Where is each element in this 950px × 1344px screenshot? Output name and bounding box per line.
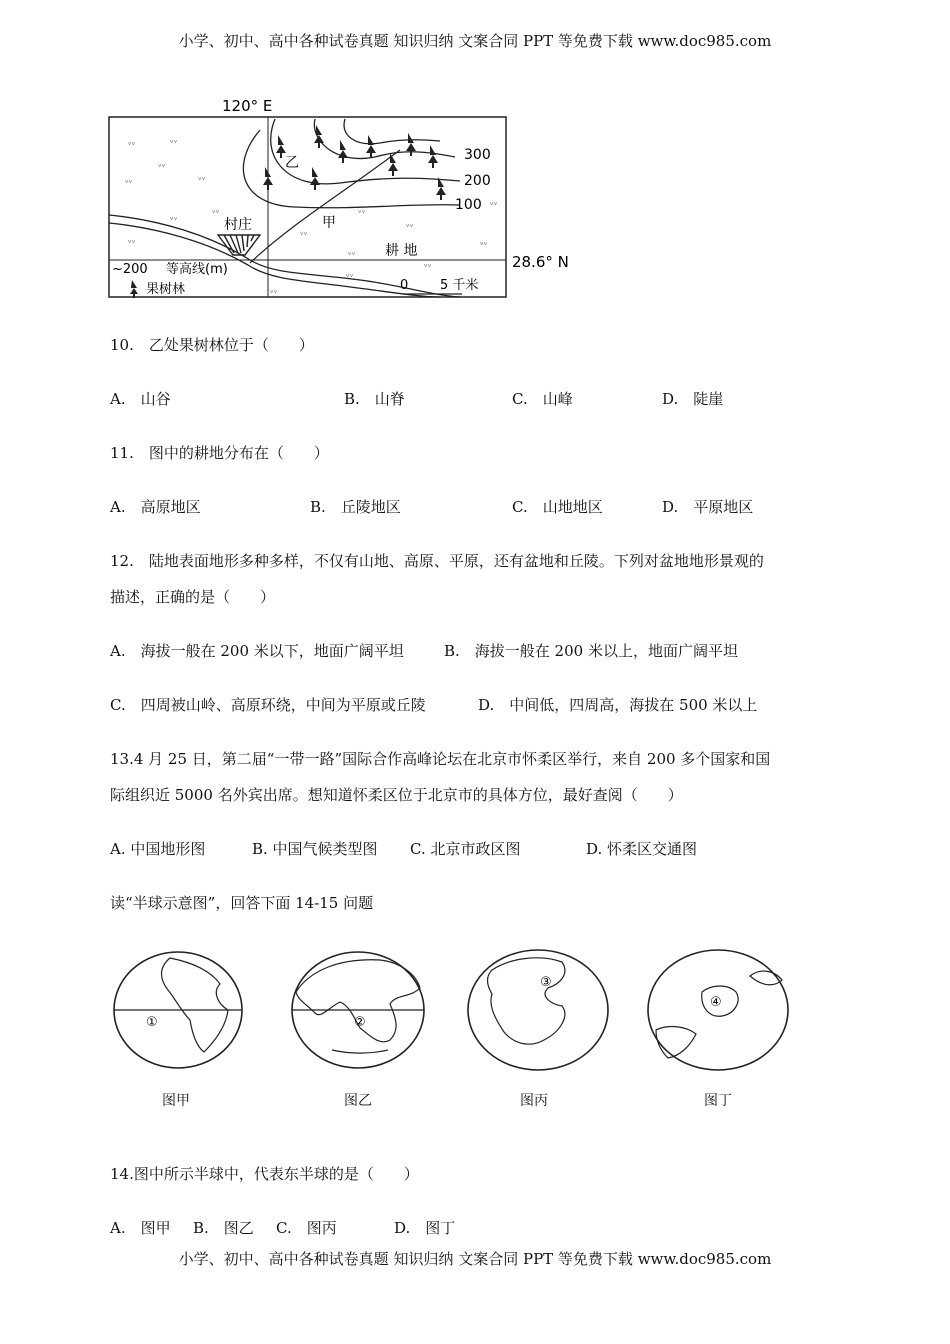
label-yi: 乙	[285, 155, 299, 171]
caption-bing: 图丙	[520, 1093, 548, 1109]
legend-contour-value: ~200	[112, 262, 148, 277]
page-footer: 小学、初中、高中各种试卷真题 知识归纳 文案合同 PPT 等免费下载 www.doc985.com	[178, 1250, 772, 1268]
marker-1: ①	[146, 1015, 158, 1030]
q13-option-a: A. 中国地形图	[110, 840, 206, 858]
q14-option-c: C. 图丙	[276, 1219, 337, 1237]
q12-option-a: A. 海拔一般在 200 米以下，地面广阔平坦	[110, 642, 404, 660]
globe-bing	[468, 950, 608, 1070]
q13-option-b: B. 中国气候类型图	[252, 840, 378, 858]
marker-3: ③	[540, 975, 552, 990]
svg-text:ᵥᵥ: ᵥᵥ	[406, 220, 414, 230]
scale-zero: 0	[400, 278, 409, 293]
legend-orchard-label: 果树林	[146, 282, 186, 297]
svg-text:ᵥᵥ: ᵥᵥ	[170, 213, 178, 223]
q11-option-b: B. 丘陵地区	[310, 498, 401, 516]
q10-option-d: D. 陡崖	[662, 390, 724, 408]
contour-label-100: 100	[455, 197, 482, 213]
longitude-label: 120° E	[222, 97, 273, 115]
q14-option-a: A. 图甲	[110, 1219, 171, 1237]
q12-stem-line1: 12. 陆地表面地形多种多样，不仅有山地、高原、平原，还有盆地和丘陵。下列对盆地地形景观的	[110, 552, 764, 570]
contour-label-200: 200	[464, 173, 491, 189]
q13-stem-line2: 际组织近 5000 名外宾出席。想知道怀柔区位于北京市的具体方位，最好查阅（ ）	[110, 786, 683, 804]
contour-label-300: 300	[464, 147, 491, 163]
q11-option-d: D. 平原地区	[662, 498, 754, 516]
caption-yi: 图乙	[344, 1093, 372, 1109]
q14-option-d: D. 图丁	[394, 1219, 456, 1237]
svg-text:ᵥᵥ: ᵥᵥ	[170, 136, 178, 146]
marker-2: ②	[354, 1015, 366, 1030]
latitude-label: 28.6° N	[512, 253, 569, 271]
globe-ding	[648, 950, 788, 1070]
contour-100	[243, 130, 460, 208]
svg-text:ᵥᵥ: ᵥᵥ	[158, 160, 166, 170]
caption-ding: 图丁	[704, 1093, 732, 1109]
svg-text:ᵥᵥ: ᵥᵥ	[212, 206, 220, 216]
q10-option-b: B. 山脊	[344, 390, 405, 408]
q11-option-a: A. 高原地区	[110, 498, 201, 516]
globe-yi	[292, 952, 424, 1068]
scale-label: 5 千米	[440, 278, 479, 293]
q14-stem: 14.图中所示半球中，代表东半球的是（ ）	[110, 1165, 419, 1183]
legend-tree-icon	[130, 280, 138, 298]
q14-option-b: B. 图乙	[193, 1219, 254, 1237]
marker-4: ④	[710, 995, 722, 1010]
hemisphere-intro: 读“半球示意图”，回答下面 14-15 问题	[110, 894, 374, 912]
svg-text:ᵥᵥ: ᵥᵥ	[480, 238, 488, 248]
svg-text:ᵥᵥ: ᵥᵥ	[490, 198, 498, 208]
svg-text:ᵥᵥ: ᵥᵥ	[198, 173, 206, 183]
contour-map	[100, 95, 600, 305]
svg-text:ᵥᵥ: ᵥᵥ	[125, 176, 133, 186]
hemisphere-globes	[100, 940, 820, 1080]
q12-option-b: B. 海拔一般在 200 米以上，地面广阔平坦	[444, 642, 738, 660]
q12-stem-line2: 描述，正确的是（ ）	[110, 588, 276, 606]
q11-stem: 11. 图中的耕地分布在（ ）	[110, 444, 329, 462]
contour-inner	[344, 119, 440, 144]
q10-option-a: A. 山谷	[110, 390, 171, 408]
svg-text:ᵥᵥ: ᵥᵥ	[128, 138, 136, 148]
caption-jia: 图甲	[162, 1093, 190, 1109]
q13-option-d: D. 怀柔区交通图	[586, 840, 698, 858]
q12-option-d: D. 中间低，四周高，海拔在 500 米以上	[478, 696, 758, 714]
svg-text:ᵥᵥ: ᵥᵥ	[300, 228, 308, 238]
q12-option-c: C. 四周被山岭、高原环绕，中间为平原或丘陵	[110, 696, 426, 714]
legend-contour-label: 等高线(m)	[166, 262, 228, 277]
svg-text:ᵥᵥ: ᵥᵥ	[128, 236, 136, 246]
svg-text:ᵥᵥ: ᵥᵥ	[270, 286, 278, 296]
globe-jia	[114, 952, 242, 1068]
label-jia: 甲	[322, 215, 336, 231]
svg-text:ᵥᵥ: ᵥᵥ	[358, 206, 366, 216]
q13-stem-line1: 13.4 月 25 日，第二届“一带一路”国际合作高峰论坛在北京市怀柔区举行，来自 200 多个国家和国	[110, 750, 771, 768]
village-label: 村庄	[224, 217, 252, 233]
svg-text:ᵥᵥ: ᵥᵥ	[348, 248, 356, 258]
q13-option-c: C. 北京市政区图	[410, 840, 521, 858]
svg-text:ᵥᵥ: ᵥᵥ	[346, 270, 354, 280]
page-header: 小学、初中、高中各种试卷真题 知识归纳 文案合同 PPT 等免费下载 www.doc985.com	[178, 32, 772, 50]
q10-option-c: C. 山峰	[512, 390, 573, 408]
q11-option-c: C. 山地地区	[512, 498, 603, 516]
farmland-label: 耕 地	[385, 243, 418, 259]
svg-text:ᵥᵥ: ᵥᵥ	[424, 260, 432, 270]
q10-stem: 10. 乙处果树林位于（ ）	[110, 336, 314, 354]
